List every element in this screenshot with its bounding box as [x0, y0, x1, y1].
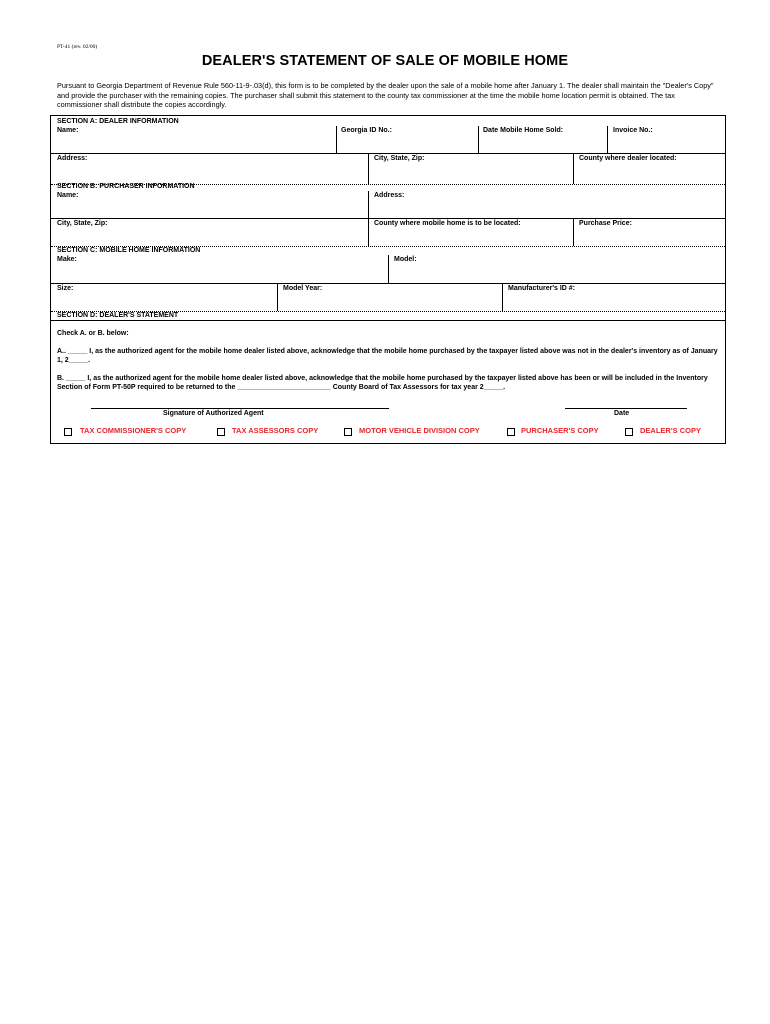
- page-title: DEALER'S STATEMENT OF SALE OF MOBILE HOME: [201, 53, 569, 69]
- date-sold-label: Date Mobile Home Sold:: [483, 127, 564, 134]
- purchasers-copy-checkbox[interactable]: [507, 428, 515, 436]
- row-divider: [51, 283, 725, 284]
- divider: [573, 153, 574, 184]
- dealer-county-label: County where dealer located:: [579, 155, 677, 162]
- invoice-label: Invoice No.:: [613, 127, 653, 134]
- dealer-address-label: Address:: [57, 155, 88, 162]
- statement-b: B. _____ I, as the authorized agent for the mobile home dealer listed above, acknowledge that the mobile home purchased by the taxpayer listed above has been or will be included in the Inventory Section of Form PT-50P required to be returned to the ________________________ County Board of Tax Assessors for tax year 2_____.: [57, 375, 708, 391]
- intro-paragraph: Pursuant to Georgia Department of Revenue Rule 560-11-9-.03(d), this form is to be completed by the dealer upon the sale of a mobile home after January 1. The dealer shall maintain the "Dealer's Copy" and provide the purchaser with the remaining copies. The purchaser shall submit this statement to the county tax commissioner at the time the mobile home location permit is obtained. The tax commissioner shall distribute the copies accordingly.: [57, 81, 714, 109]
- divider: [388, 255, 389, 283]
- purchaser-county-label: County where mobile home is to be located:: [374, 220, 521, 227]
- manufacturer-id-label: Manufacturer's ID #:: [508, 285, 576, 292]
- row-divider: [51, 218, 725, 219]
- divider: [478, 126, 479, 153]
- dealers-copy-checkbox[interactable]: [625, 428, 633, 436]
- row-divider: [51, 320, 725, 321]
- tax-assessors-copy-label: TAX ASSESSORS COPY: [232, 426, 319, 435]
- model-label: Model:: [394, 256, 417, 263]
- divider: [368, 153, 369, 184]
- signature-line[interactable]: [91, 408, 389, 409]
- divider: [502, 283, 503, 311]
- tax-commissioner-copy-label: TAX COMMISSIONER'S COPY: [80, 426, 187, 435]
- section-b-heading: SECTION B: PURCHASER INFORMATION: [57, 183, 195, 190]
- dealer-name-label: Name:: [57, 127, 79, 134]
- purchasers-copy-label: PURCHASER'S COPY: [521, 426, 599, 435]
- tax-assessors-copy-checkbox[interactable]: [217, 428, 225, 436]
- divider: [277, 283, 278, 311]
- section-a-heading: SECTION A: DEALER INFORMATION: [57, 118, 179, 125]
- georgia-id-label: Georgia ID No.:: [341, 127, 392, 134]
- dealer-city-label: City, State, Zip:: [374, 155, 425, 162]
- section-d-heading: SECTION D: DEALER'S STATEMENT: [57, 312, 179, 319]
- check-instruction: Check A. or B. below:: [57, 330, 129, 337]
- dealers-copy-label: DEALER'S COPY: [640, 426, 701, 435]
- purchase-price-label: Purchase Price:: [579, 220, 632, 227]
- date-label: Date: [614, 410, 630, 417]
- divider: [336, 126, 337, 153]
- make-label: Make:: [57, 256, 77, 263]
- divider: [368, 191, 369, 219]
- row-divider: [51, 153, 725, 154]
- purchaser-name-label: Name:: [57, 192, 79, 199]
- divider: [607, 126, 608, 153]
- model-year-label: Model Year:: [283, 285, 323, 292]
- size-label: Size:: [57, 285, 74, 292]
- divider: [573, 218, 574, 246]
- purchaser-address-label: Address:: [374, 192, 405, 199]
- form-box: [50, 115, 726, 444]
- divider: [368, 218, 369, 246]
- motor-vehicle-copy-label: MOTOR VEHICLE DIVISION COPY: [359, 426, 480, 435]
- signature-label: Signature of Authorized Agent: [163, 410, 264, 417]
- form-code: PT-41 (rev. 02/00): [57, 44, 98, 50]
- purchaser-city-label: City, State, Zip:: [57, 220, 108, 227]
- tax-commissioner-copy-checkbox[interactable]: [64, 428, 72, 436]
- date-line[interactable]: [565, 408, 687, 409]
- statement-a: A.. _____ I, as the authorized agent for the mobile home dealer listed above, acknowledge that the mobile home purchased by the taxpayer listed above was not in the dealer's inventory as of January 1, 2_____.: [57, 348, 718, 364]
- section-c-heading: SECTION C: MOBILE HOME INFORMATION: [57, 247, 201, 254]
- motor-vehicle-copy-checkbox[interactable]: [344, 428, 352, 436]
